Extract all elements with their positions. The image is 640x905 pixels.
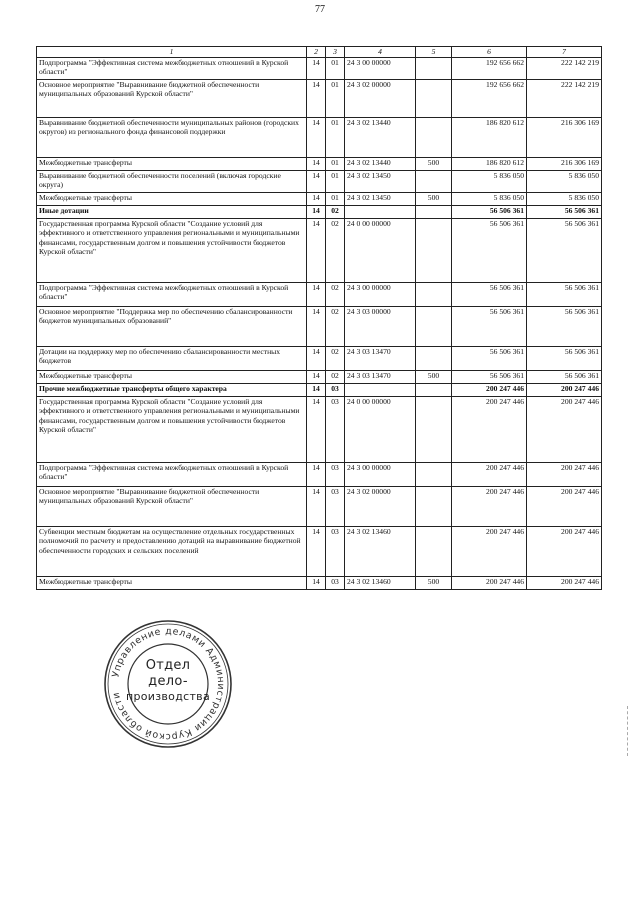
row-expense-type-cell [416, 58, 452, 80]
row-amount-year1-cell: 5 836 050 [452, 193, 527, 206]
row-section-cell: 14 [307, 193, 326, 206]
row-target-code-cell: 24 3 02 00000 [345, 487, 416, 527]
row-expense-type-cell [416, 463, 452, 487]
row-section-cell: 14 [307, 384, 326, 397]
row-section-cell: 14 [307, 463, 326, 487]
column-header-1: 1 [37, 47, 307, 58]
table-row [37, 219, 602, 283]
table-header-row [37, 47, 602, 58]
row-amount-year2-cell: 56 506 361 [527, 283, 602, 307]
row-expense-type-cell [416, 283, 452, 307]
table-row [37, 347, 602, 371]
row-expense-type-cell [416, 487, 452, 527]
row-expense-type-cell [416, 80, 452, 118]
row-amount-year1-cell: 200 247 446 [452, 397, 527, 463]
row-target-code-cell: 24 3 02 13440 [345, 158, 416, 171]
margin-scan-marks [627, 706, 634, 756]
table-row [37, 118, 602, 158]
row-amount-year1-cell: 56 506 361 [452, 371, 527, 384]
row-subsection-cell: 02 [326, 219, 345, 283]
row-amount-year1-cell: 186 820 612 [452, 158, 527, 171]
column-header-4: 4 [345, 47, 416, 58]
table-row [37, 577, 602, 590]
row-expense-type-cell: 500 [416, 577, 452, 590]
row-section-cell: 14 [307, 219, 326, 283]
row-target-code-cell: 24 3 02 00000 [345, 80, 416, 118]
row-section-cell: 14 [307, 527, 326, 577]
row-amount-year2-cell: 56 506 361 [527, 206, 602, 219]
row-subsection-cell: 02 [326, 371, 345, 384]
row-expense-type-cell: 500 [416, 371, 452, 384]
row-subsection-cell: 02 [326, 347, 345, 371]
row-name-cell: Межбюджетные трансферты [37, 158, 307, 171]
row-subsection-cell: 03 [326, 577, 345, 590]
row-amount-year2-cell: 5 836 050 [527, 193, 602, 206]
row-section-cell: 14 [307, 206, 326, 219]
row-name-cell: Выравнивание бюджетной обеспеченности муниципальных районов (городских округов) из регионального фонда финансовой поддержки [37, 118, 307, 158]
row-target-code-cell: 24 3 02 13460 [345, 577, 416, 590]
row-amount-year2-cell: 216 306 169 [527, 118, 602, 158]
row-section-cell: 14 [307, 283, 326, 307]
office-stamp [102, 618, 234, 750]
row-amount-year1-cell: 186 820 612 [452, 118, 527, 158]
row-expense-type-cell [416, 527, 452, 577]
table-row [37, 487, 602, 527]
row-name-cell: Государственная программа Курской области "Создание условий для эффективного и ответственного управления региональными и муниципальными финансами, государственным долгом и повышения устойчивости бюджетов Курской области" [37, 397, 307, 463]
row-subsection-cell: 01 [326, 193, 345, 206]
table-row [37, 384, 602, 397]
row-amount-year1-cell: 200 247 446 [452, 487, 527, 527]
row-subsection-cell: 02 [326, 307, 345, 347]
row-amount-year1-cell: 56 506 361 [452, 347, 527, 371]
row-target-code-cell: 24 0 00 00000 [345, 219, 416, 283]
row-expense-type-cell [416, 307, 452, 347]
table-row [37, 397, 602, 463]
row-target-code-cell [345, 384, 416, 397]
row-name-cell: Государственная программа Курской области "Создание условий для эффективного и ответственного управления региональными и муниципальными финансами, государственным долгом и повышения устойчивости бюджетов Курской области" [37, 219, 307, 283]
row-name-cell: Основное мероприятие "Выравнивание бюджетной обеспеченности муниципальных образований Курской области" [37, 487, 307, 527]
column-header-7: 7 [527, 47, 602, 58]
page-number: 77 [315, 4, 325, 15]
row-expense-type-cell: 500 [416, 158, 452, 171]
row-target-code-cell: 24 3 00 00000 [345, 283, 416, 307]
row-section-cell: 14 [307, 118, 326, 158]
row-target-code-cell: 24 3 03 00000 [345, 307, 416, 347]
column-header-2: 2 [307, 47, 326, 58]
table-row [37, 206, 602, 219]
row-name-cell: Межбюджетные трансферты [37, 371, 307, 384]
row-amount-year2-cell: 222 142 219 [527, 80, 602, 118]
row-section-cell: 14 [307, 347, 326, 371]
row-amount-year1-cell: 56 506 361 [452, 219, 527, 283]
row-target-code-cell: 24 3 03 13470 [345, 347, 416, 371]
row-subsection-cell: 03 [326, 397, 345, 463]
row-expense-type-cell [416, 384, 452, 397]
row-target-code-cell: 24 3 00 00000 [345, 463, 416, 487]
row-name-cell: Подпрограмма "Эффективная система межбюджетных отношений в Курской области" [37, 283, 307, 307]
table-row [37, 80, 602, 118]
stamp-line-3: производства [126, 690, 210, 703]
row-amount-year2-cell: 200 247 446 [527, 463, 602, 487]
row-name-cell: Основное мероприятие "Выравнивание бюджетной обеспеченности муниципальных образований Курской области" [37, 80, 307, 118]
row-expense-type-cell [416, 206, 452, 219]
row-target-code-cell: 24 3 02 13440 [345, 118, 416, 158]
row-amount-year2-cell: 56 506 361 [527, 219, 602, 283]
row-amount-year2-cell: 200 247 446 [527, 577, 602, 590]
table-row [37, 58, 602, 80]
row-subsection-cell: 01 [326, 58, 345, 80]
row-subsection-cell: 01 [326, 158, 345, 171]
row-amount-year2-cell: 200 247 446 [527, 487, 602, 527]
column-header-5: 5 [416, 47, 452, 58]
row-target-code-cell: 24 3 02 13450 [345, 171, 416, 193]
row-amount-year1-cell: 5 836 050 [452, 171, 527, 193]
row-subsection-cell: 03 [326, 384, 345, 397]
row-amount-year2-cell: 56 506 361 [527, 307, 602, 347]
table-row [37, 371, 602, 384]
stamp-ring-text: Управление делами Администрации Курской области [110, 625, 227, 743]
table-row [37, 171, 602, 193]
row-expense-type-cell [416, 347, 452, 371]
row-name-cell: Дотации на поддержку мер по обеспечению сбалансированности местных бюджетов [37, 347, 307, 371]
row-target-code-cell: 24 0 00 00000 [345, 397, 416, 463]
row-amount-year1-cell: 200 247 446 [452, 463, 527, 487]
table-row [37, 527, 602, 577]
row-section-cell: 14 [307, 371, 326, 384]
column-header-6: 6 [452, 47, 527, 58]
row-target-code-cell: 24 3 00 00000 [345, 58, 416, 80]
table-row [37, 307, 602, 347]
budget-table [36, 46, 602, 590]
row-subsection-cell: 01 [326, 80, 345, 118]
row-target-code-cell: 24 3 02 13460 [345, 527, 416, 577]
row-section-cell: 14 [307, 487, 326, 527]
row-amount-year2-cell: 216 306 169 [527, 158, 602, 171]
row-target-code-cell: 24 3 03 13470 [345, 371, 416, 384]
row-amount-year1-cell: 192 656 662 [452, 80, 527, 118]
row-amount-year2-cell: 56 506 361 [527, 347, 602, 371]
row-subsection-cell: 03 [326, 487, 345, 527]
row-amount-year1-cell: 56 506 361 [452, 283, 527, 307]
row-expense-type-cell [416, 171, 452, 193]
row-target-code-cell: 24 3 02 13450 [345, 193, 416, 206]
row-amount-year1-cell: 56 506 361 [452, 307, 527, 347]
row-expense-type-cell [416, 397, 452, 463]
row-section-cell: 14 [307, 80, 326, 118]
stamp-line-1: Отдел [145, 658, 191, 673]
row-section-cell: 14 [307, 171, 326, 193]
row-name-cell: Выравнивание бюджетной обеспеченности поселений (включая городские округа) [37, 171, 307, 193]
row-name-cell: Подпрограмма "Эффективная система межбюджетных отношений в Курской области" [37, 463, 307, 487]
row-amount-year2-cell: 200 247 446 [527, 397, 602, 463]
row-name-cell: Межбюджетные трансферты [37, 577, 307, 590]
row-subsection-cell: 01 [326, 118, 345, 158]
row-amount-year2-cell: 5 836 050 [527, 171, 602, 193]
row-name-cell: Прочие межбюджетные трансферты общего характера [37, 384, 307, 397]
row-name-cell: Межбюджетные трансферты [37, 193, 307, 206]
row-section-cell: 14 [307, 58, 326, 80]
row-subsection-cell: 02 [326, 206, 345, 219]
row-section-cell: 14 [307, 158, 326, 171]
row-amount-year1-cell: 56 506 361 [452, 206, 527, 219]
row-name-cell: Подпрограмма "Эффективная система межбюджетных отношений в Курской области" [37, 58, 307, 80]
row-section-cell: 14 [307, 397, 326, 463]
row-expense-type-cell [416, 118, 452, 158]
stamp-line-2: делo- [148, 674, 188, 689]
row-subsection-cell: 01 [326, 171, 345, 193]
row-amount-year1-cell: 200 247 446 [452, 527, 527, 577]
row-subsection-cell: 02 [326, 283, 345, 307]
table-body [37, 58, 602, 590]
row-amount-year2-cell: 200 247 446 [527, 527, 602, 577]
table-row [37, 463, 602, 487]
row-subsection-cell: 03 [326, 527, 345, 577]
row-name-cell: Иные дотации [37, 206, 307, 219]
table-row [37, 158, 602, 171]
column-header-3: 3 [326, 47, 345, 58]
row-name-cell: Основное мероприятие "Поддержка мер по обеспечению сбалансированности бюджетов муниципальных образований" [37, 307, 307, 347]
row-amount-year1-cell: 200 247 446 [452, 384, 527, 397]
row-section-cell: 14 [307, 307, 326, 347]
row-section-cell: 14 [307, 577, 326, 590]
row-amount-year2-cell: 222 142 219 [527, 58, 602, 80]
row-expense-type-cell [416, 219, 452, 283]
row-amount-year2-cell: 56 506 361 [527, 371, 602, 384]
row-expense-type-cell: 500 [416, 193, 452, 206]
row-amount-year1-cell: 200 247 446 [452, 577, 527, 590]
row-amount-year1-cell: 192 656 662 [452, 58, 527, 80]
row-name-cell: Субвенции местным бюджетам на осуществление отдельных государственных полномочий по расчету и предоставлению дотаций на выравнивание бюджетной обеспеченности городских и сельских поселений [37, 527, 307, 577]
row-subsection-cell: 03 [326, 463, 345, 487]
row-target-code-cell [345, 206, 416, 219]
table-row [37, 193, 602, 206]
table-row [37, 283, 602, 307]
row-amount-year2-cell: 200 247 446 [527, 384, 602, 397]
